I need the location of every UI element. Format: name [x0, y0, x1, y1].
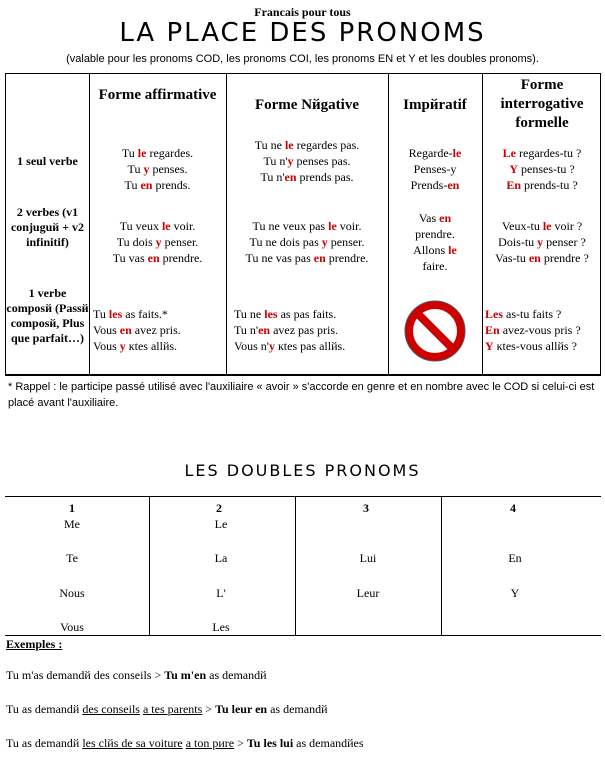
row-label-compound: 1 verbe composй (Passй composй, Plus que parfait…)	[6, 286, 89, 345]
example-2: Tu as demandй des conseils a tes parents > Tu leur en as demandй	[6, 702, 328, 716]
subtitle: Francais pour tous	[254, 5, 351, 19]
pronoun-highlight: y	[155, 235, 162, 249]
participle-note: * Rappel : le participe passé utilisé avec l'auxiliaire « avoir » s'accorde en genre et en nombre avec le COD si celui-ci est placé avant l'auxiliaire.	[8, 381, 595, 409]
sentence-line: Tu ne le regardes pas.	[254, 138, 360, 152]
cell-r1-affirmative	[89, 145, 226, 193]
sentence-line: Y кtes-vous allйs ?	[485, 339, 577, 353]
cell-r3-negative	[226, 306, 388, 354]
pronoun-highlight: le	[161, 219, 171, 233]
pronoun-placement-table	[5, 73, 601, 376]
pronoun-highlight: En	[485, 323, 500, 337]
double-cell: Vous	[60, 620, 84, 634]
example-1: Tu m'as demandй des conseils > Tu m'en as demandй	[6, 668, 267, 682]
sentence-line: Tu veux le voir.	[119, 219, 196, 233]
scope-note: (valable pour les pronoms COD, les pronoms COI, les pronoms EN et Y et les doubles pronoms).	[66, 53, 539, 65]
col-interrogative: Forme interrogative formelle	[500, 77, 584, 131]
example-3: Tu as demandй les clйs de sa voiture a ton pиre > Tu les lui as demandйes	[6, 736, 364, 750]
col-negative: Forme Nйgative	[254, 97, 360, 113]
sentence-line: Tu ne veux pas le voir.	[252, 219, 362, 233]
double-col-header: 4	[510, 501, 516, 515]
pronoun-highlight: y	[287, 154, 294, 168]
sentence-line: En avez-vous pris ?	[485, 323, 581, 337]
double-cell: Lui	[359, 551, 377, 565]
col-imperative: Impйratif	[403, 97, 467, 113]
cell-r2-negative	[226, 218, 388, 266]
cell-r1-negative	[226, 137, 388, 185]
pronoun-highlight: en	[447, 178, 460, 192]
pronoun-highlight: le	[452, 146, 462, 160]
pronoun-highlight: en	[140, 178, 153, 192]
pronoun-highlight: le	[328, 219, 337, 233]
double-cell: La	[214, 551, 228, 565]
cell-r1-imperative	[388, 145, 482, 193]
pronoun-highlight: le	[448, 243, 457, 257]
sentence-line: Les as-tu faits ?	[485, 307, 562, 321]
pronoun-highlight: Le	[502, 146, 517, 160]
sentence-line: Allons le	[413, 243, 457, 257]
pronoun-highlight: y	[143, 162, 150, 176]
pronoun-highlight: y	[119, 339, 126, 353]
double-cell: Me	[64, 517, 80, 531]
pronoun-highlight: en	[528, 251, 541, 265]
cell-r2-affirmative	[89, 218, 226, 266]
pronoun-highlight: Les	[485, 307, 503, 321]
col-affirmative: Forme affirmative	[98, 87, 217, 103]
sentence-line: Veux-tu le voir ?	[501, 219, 583, 233]
double-col-header: 2	[216, 501, 222, 515]
pronoun-highlight: Y	[509, 162, 518, 176]
pronoun-highlight: le	[542, 219, 552, 233]
sentence-line: Tu les as faits.*	[93, 307, 168, 321]
pronoun-highlight: y	[537, 235, 544, 249]
cell-r1-interrogative	[482, 145, 602, 193]
sentence-line: Vous y кtes allйs.	[93, 339, 178, 353]
sentence-line: Y penses-tu ?	[509, 162, 575, 176]
double-pronouns-title: LES DOUBLES PRONOMS	[184, 461, 421, 480]
sentence-line: Tu n'en avez pas pris.	[234, 323, 339, 337]
pronoun-highlight: en	[119, 323, 132, 337]
cell-r2-interrogative	[482, 218, 602, 266]
pronoun-highlight: En	[506, 178, 522, 192]
sentence-line: Tu ne dois pas y penser.	[249, 235, 365, 249]
double-col-header: 3	[363, 501, 369, 515]
sentence-line: Le regardes-tu ?	[502, 146, 582, 160]
page-title: LA PLACE DES PRONOMS	[119, 18, 486, 48]
prohibition-sign-icon	[404, 300, 466, 362]
sentence-line: Dois-tu y penser ?	[498, 235, 586, 249]
pronoun-highlight: y	[268, 339, 275, 353]
double-cell: L'	[216, 586, 226, 600]
pronoun-highlight: en	[439, 211, 452, 225]
sentence-line: Vous n'y кtes pas allйs.	[234, 339, 346, 353]
row-label-one-verb: 1 seul verbe	[17, 154, 78, 168]
sentence-line: Vas en	[418, 211, 452, 225]
sentence-line: Tu vas en prendre.	[112, 251, 203, 265]
pronoun-highlight: en	[313, 251, 326, 265]
sentence-line: Tu n'en prends pas.	[260, 170, 354, 184]
double-cell: Te	[66, 551, 78, 565]
pronoun-highlight: en	[147, 251, 160, 265]
pronoun-highlight: le	[284, 138, 294, 152]
sentence-line: Tu en prends.	[124, 178, 191, 192]
sentence-line: faire.	[422, 259, 448, 273]
sentence-line: Tu dois y penser.	[116, 235, 199, 249]
sentence-line: Tu y penses.	[127, 162, 188, 176]
sentence-line: Tu ne vas pas en prendre.	[245, 251, 369, 265]
sentence-line: prendre.	[415, 227, 455, 241]
pronoun-highlight: y	[321, 235, 328, 249]
sentence-line: En prends-tu ?	[506, 178, 578, 192]
sentence-line: Penses-y	[413, 162, 457, 176]
double-cell: Y	[510, 586, 520, 600]
double-pronouns-table	[5, 496, 601, 636]
sentence-line: Tu n'y penses pas.	[263, 154, 351, 168]
double-cell: Le	[214, 517, 228, 531]
cell-r3-affirmative	[89, 306, 226, 354]
sentence-line: Tu le regardes.	[121, 146, 194, 160]
sentence-line: Vas-tu en prendre ?	[495, 251, 589, 265]
row-label-two-verbs: 2 verbes (v1 conjuguй + v2 infinitif)	[10, 205, 85, 249]
double-cell: Nous	[59, 586, 85, 600]
double-cell: Les	[212, 620, 230, 634]
cell-r2-imperative	[388, 210, 482, 274]
double-cell: En	[508, 551, 522, 565]
examples-label: Exemples :	[6, 637, 63, 651]
double-cell: Leur	[356, 586, 380, 600]
pronoun-highlight: Y	[485, 339, 494, 353]
pronoun-highlight: en	[284, 170, 297, 184]
sentence-line: Tu ne les as pas faits.	[234, 307, 337, 321]
pronoun-highlight: le	[137, 146, 147, 160]
pronoun-highlight: les	[264, 307, 278, 321]
sentence-line: Regarde-le	[408, 146, 462, 160]
sentence-line: Vous en avez pris.	[93, 323, 181, 337]
sentence-line: Prends-en	[410, 178, 460, 192]
pronoun-highlight: en	[258, 323, 271, 337]
cell-r3-interrogative	[482, 306, 602, 354]
double-col-header: 1	[69, 501, 75, 515]
pronoun-highlight: les	[108, 307, 123, 321]
